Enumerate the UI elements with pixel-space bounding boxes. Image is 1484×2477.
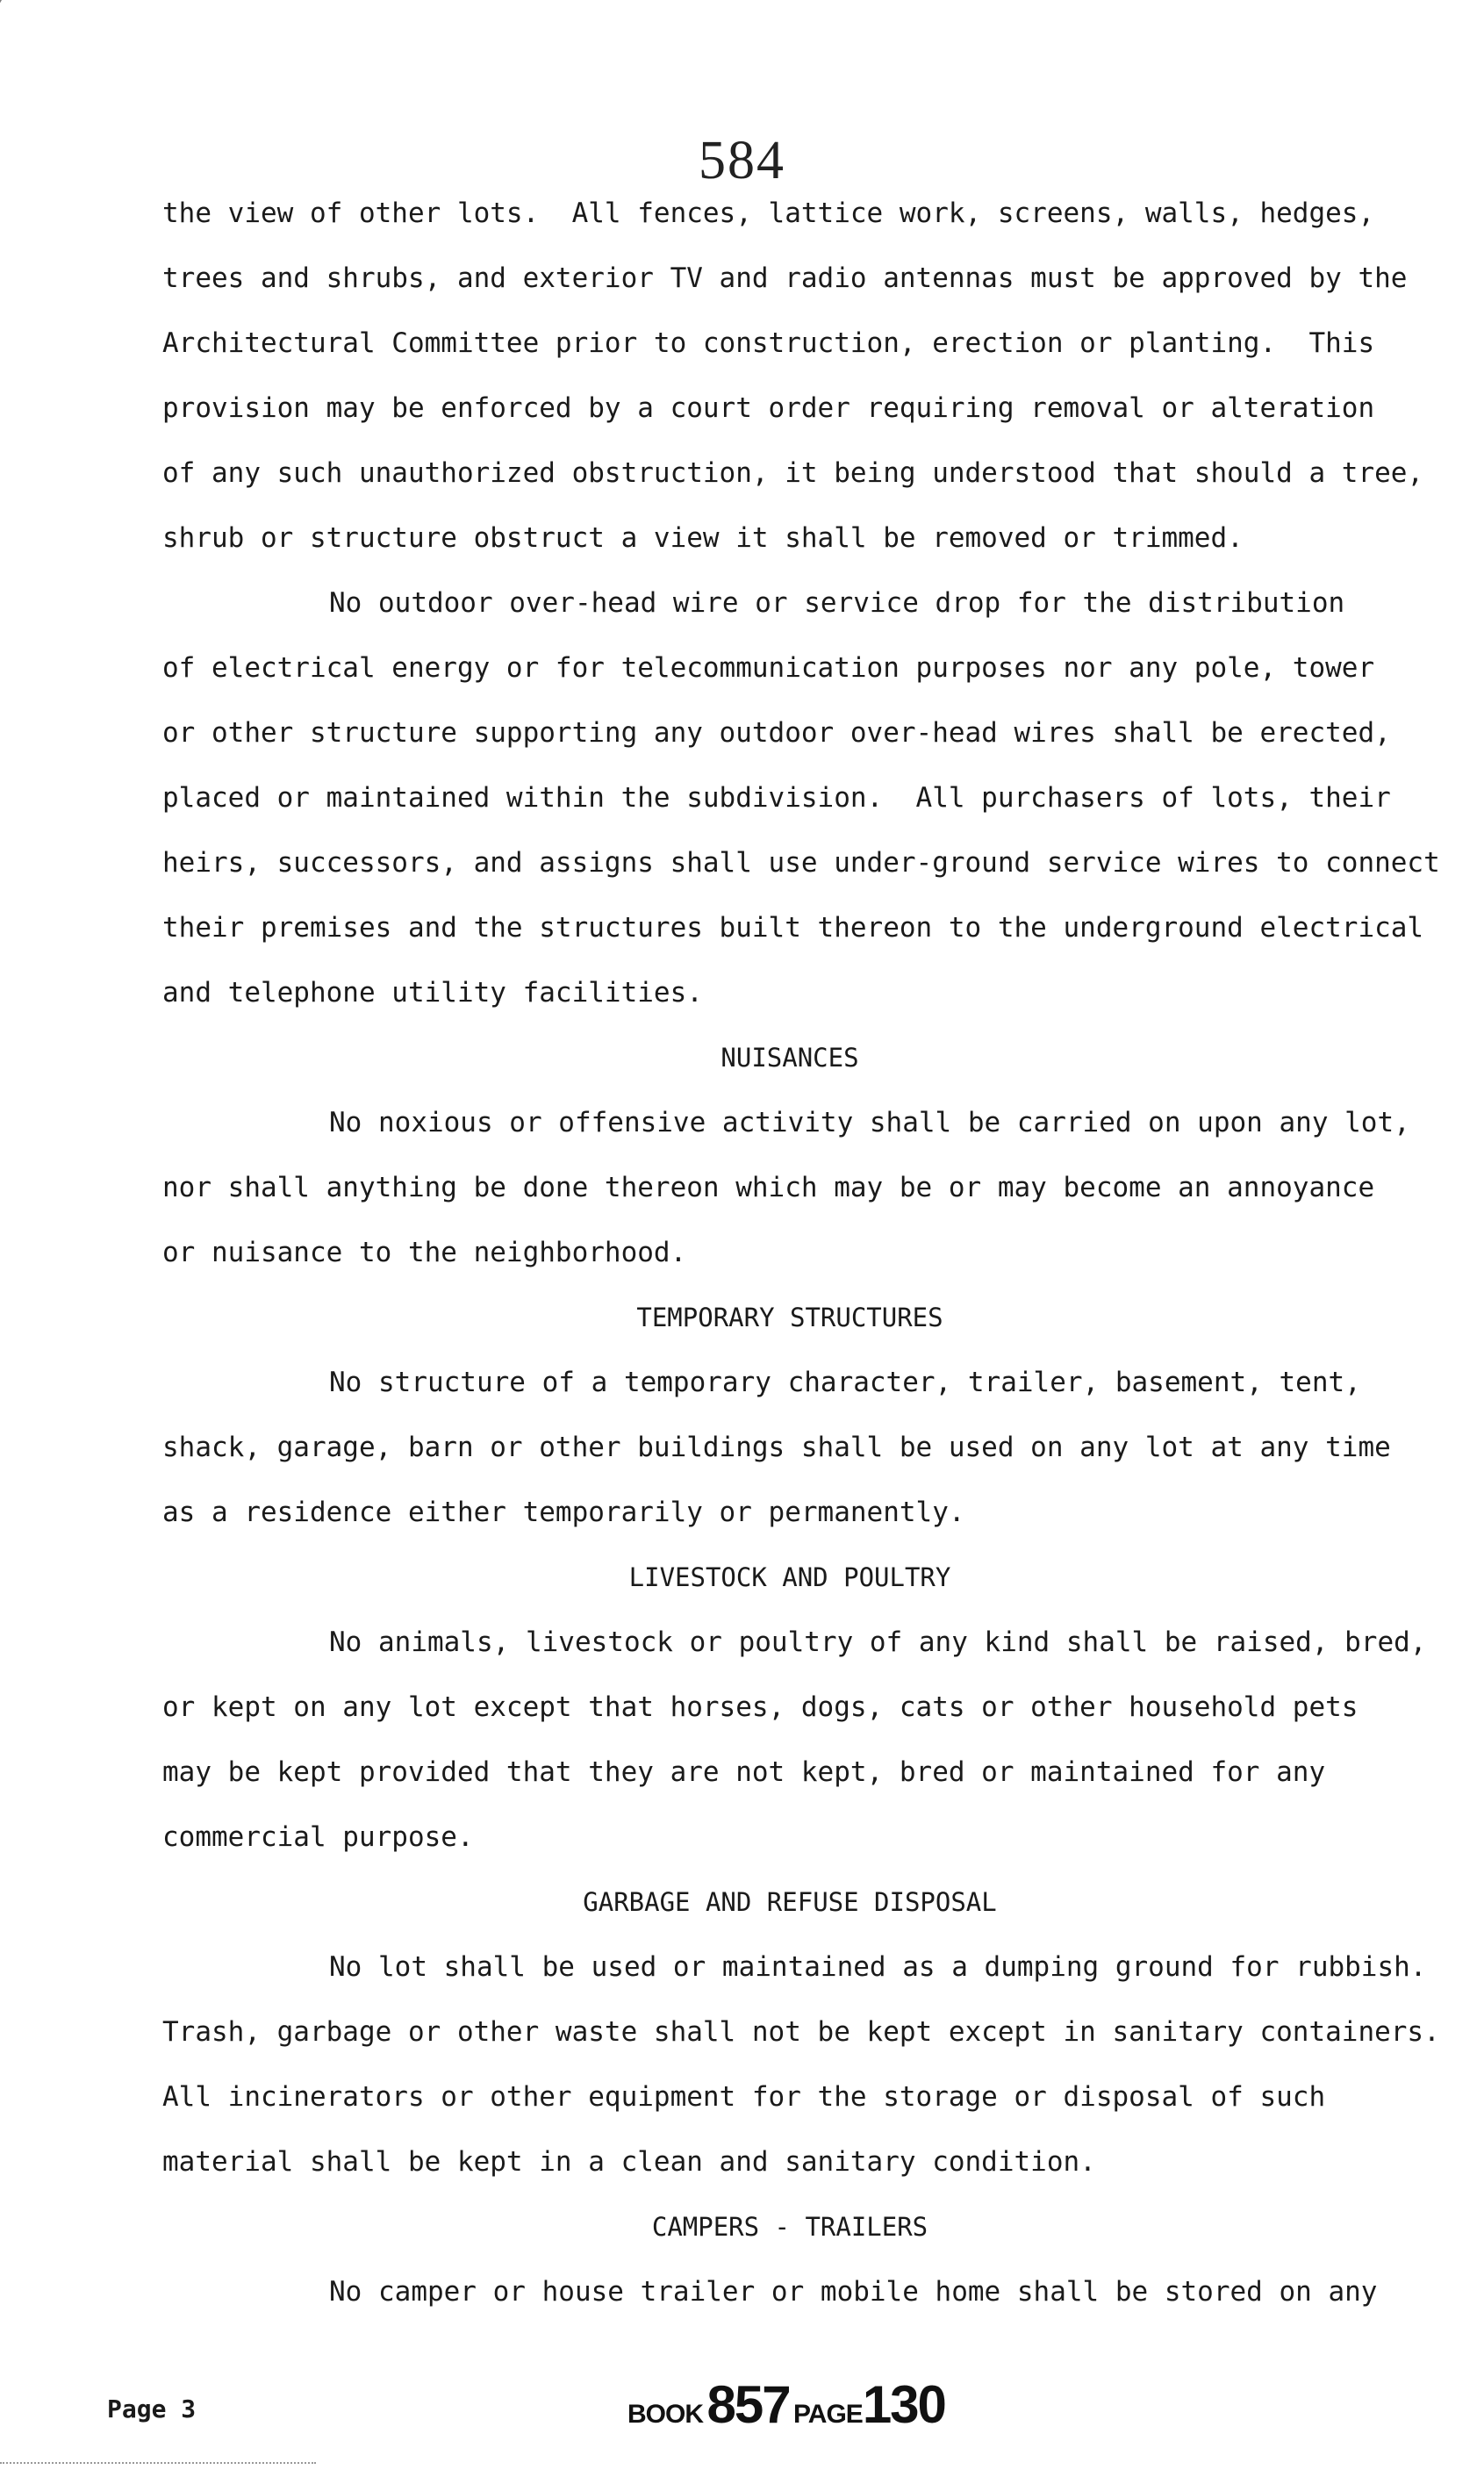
paragraph-line: trees and shrubs, and exterior TV and radio antennas must be approved by the: [162, 262, 1408, 294]
paragraph-line: and telephone utility facilities.: [162, 977, 703, 1009]
paragraph-first-line: No camper or house trailer or mobile home shall be stored on any: [329, 2276, 1378, 2308]
paragraph-first-line: No lot shall be used or maintained as a dumping ground for rubbish.: [329, 1951, 1427, 1983]
paragraph-line: placed or maintained within the subdivision. All purchasers of lots, their: [162, 782, 1391, 814]
section-heading: GARBAGE AND REFUSE DISPOSAL: [583, 1887, 997, 1917]
paragraph-first-line: No outdoor over-head wire or service drop for the distribution: [329, 587, 1345, 619]
paragraph-line: may be kept provided that they are not kept, bred or maintained for any: [162, 1756, 1326, 1788]
paragraph-first-line: No animals, livestock or poultry of any kind shall be raised, bred,: [329, 1626, 1427, 1658]
paragraph-line: provision may be enforced by a court order requiring removal or alteration: [162, 392, 1375, 424]
paragraph-line: shrub or structure obstruct a view it shall be removed or trimmed.: [162, 522, 1244, 554]
paragraph-line: of any such unauthorized obstruction, it being understood that should a tree,: [162, 457, 1424, 489]
book-label: BOOK: [627, 2400, 703, 2429]
footer-page-label: Page 3: [107, 2394, 197, 2423]
document-body: [162, 181, 1440, 2324]
paragraph-line: their premises and the structures built thereon to the underground electrical: [162, 912, 1424, 944]
paragraph-line: nor shall anything be done thereon which may be or may become an annoyance: [162, 1172, 1375, 1203]
page-ref-number: 130: [862, 2375, 945, 2434]
corner-scan-mark: [0, 0, 28, 53]
page-ref-label: PAGE: [793, 2400, 863, 2429]
paragraph-line: the view of other lots. All fences, lattice work, screens, walls, hedges,: [162, 197, 1375, 229]
section-heading: NUISANCES: [720, 1043, 859, 1073]
section-heading: CAMPERS - TRAILERS: [651, 2212, 928, 2242]
page-number: 584: [699, 131, 785, 190]
paragraph-line: heirs, successors, and assigns shall use under-ground service wires to connect: [162, 847, 1440, 879]
paragraph-line: Trash, garbage or other waste shall not be kept except in sanitary containers.: [162, 2016, 1440, 2048]
section-heading: TEMPORARY STRUCTURES: [636, 1303, 943, 1332]
paragraph-line: or kept on any lot except that horses, dogs, cats or other household pets: [162, 1691, 1359, 1723]
paragraph-first-line: No structure of a temporary character, trailer, basement, tent,: [329, 1367, 1361, 1398]
book-number: 857: [706, 2375, 790, 2434]
book-page-stamp: [627, 2374, 945, 2435]
paragraph-first-line: No noxious or offensive activity shall be carried on upon any lot,: [329, 1107, 1410, 1138]
paragraph-line: shack, garage, barn or other buildings shall be used on any lot at any time: [162, 1432, 1391, 1463]
paragraph-line: or other structure supporting any outdoor over-head wires shall be erected,: [162, 717, 1391, 749]
paragraph-line: material shall be kept in a clean and sanitary condition.: [162, 2146, 1096, 2178]
paragraph-line: of electrical energy or for telecommunication purposes nor any pole, tower: [162, 652, 1375, 684]
paragraph-line: All incinerators or other equipment for the storage or disposal of such: [162, 2081, 1326, 2113]
paragraph-line: Architectural Committee prior to construction, erection or planting. This: [162, 327, 1375, 359]
scan-edge-noise: [0, 2462, 316, 2467]
paragraph-line: commercial purpose.: [162, 1821, 474, 1853]
paragraph-line: as a residence either temporarily or permanently.: [162, 1497, 965, 1528]
paragraph-line: or nuisance to the neighborhood.: [162, 1237, 687, 1268]
section-heading: LIVESTOCK AND POULTRY: [628, 1562, 951, 1592]
